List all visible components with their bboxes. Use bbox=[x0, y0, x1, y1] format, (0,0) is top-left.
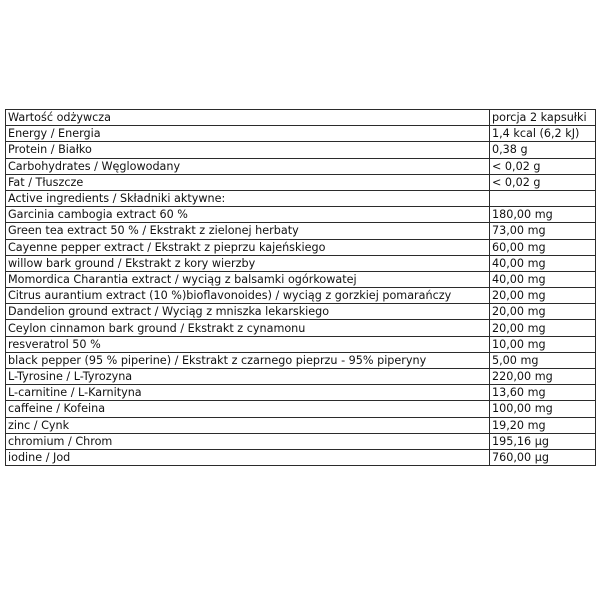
header-value-cell: porcja 2 kapsułki bbox=[490, 110, 596, 126]
nutrient-label-cell: Garcinia cambogia extract 60 % bbox=[6, 207, 490, 223]
nutrient-label-cell: zinc / Cynk bbox=[6, 417, 490, 433]
nutrient-label-cell: resveratrol 50 % bbox=[6, 336, 490, 352]
nutrient-label-cell: Cayenne pepper extract / Ekstrakt z pieprzu kajeńskiego bbox=[6, 239, 490, 255]
nutrient-label-cell: L-Tyrosine / L-Tyrozyna bbox=[6, 369, 490, 385]
nutrient-value-cell: < 0,02 g bbox=[490, 158, 596, 174]
table-row bbox=[6, 158, 596, 174]
nutrient-label-cell: Green tea extract 50 % / Ekstrakt z zielonej herbaty bbox=[6, 223, 490, 239]
table-row bbox=[6, 304, 596, 320]
nutrient-label-cell: iodine / Jod bbox=[6, 449, 490, 465]
nutrient-label-cell: Dandelion ground extract / Wyciąg z mniszka lekarskiego bbox=[6, 304, 490, 320]
table-row bbox=[6, 255, 596, 271]
table-row bbox=[6, 401, 596, 417]
table-row bbox=[6, 271, 596, 287]
nutrient-value-cell: 10,00 mg bbox=[490, 336, 596, 352]
nutrient-value-cell bbox=[490, 190, 596, 206]
header-label-cell: Wartość odżywcza bbox=[6, 110, 490, 126]
table-row bbox=[6, 223, 596, 239]
nutrient-value-cell: 73,00 mg bbox=[490, 223, 596, 239]
nutrient-value-cell: 20,00 mg bbox=[490, 304, 596, 320]
nutrient-label-cell: Citrus aurantium extract (10 %)bioflavonoides) / wyciąg z gorzkiej pomarańczy bbox=[6, 288, 490, 304]
nutrient-value-cell: 40,00 mg bbox=[490, 255, 596, 271]
nutrient-value-cell: 13,60 mg bbox=[490, 385, 596, 401]
table-row bbox=[6, 174, 596, 190]
table-row bbox=[6, 190, 596, 206]
table-row bbox=[6, 417, 596, 433]
table-row bbox=[6, 449, 596, 465]
nutrient-label-cell: Fat / Tłuszcze bbox=[6, 174, 490, 190]
table-header-row bbox=[6, 110, 596, 126]
table-row bbox=[6, 207, 596, 223]
nutrient-value-cell: 60,00 mg bbox=[490, 239, 596, 255]
table-row bbox=[6, 385, 596, 401]
nutrition-table-body bbox=[6, 110, 596, 466]
table-row bbox=[6, 352, 596, 368]
table-row bbox=[6, 126, 596, 142]
nutrient-label-cell: willow bark ground / Ekstrakt z kory wierzby bbox=[6, 255, 490, 271]
table-row bbox=[6, 142, 596, 158]
table-row bbox=[6, 369, 596, 385]
nutrient-value-cell: 20,00 mg bbox=[490, 288, 596, 304]
table-row bbox=[6, 288, 596, 304]
table-row bbox=[6, 239, 596, 255]
nutrient-value-cell: 0,38 g bbox=[490, 142, 596, 158]
nutrient-label-cell: chromium / Chrom bbox=[6, 433, 490, 449]
nutrient-value-cell: 20,00 mg bbox=[490, 320, 596, 336]
nutrient-label-cell: caffeine / Kofeina bbox=[6, 401, 490, 417]
nutrient-label-cell: Carbohydrates / Węglowodany bbox=[6, 158, 490, 174]
nutrient-value-cell: 40,00 mg bbox=[490, 271, 596, 287]
nutrient-value-cell: 195,16 µg bbox=[490, 433, 596, 449]
nutrient-label-cell: L-carnitine / L-Karnityna bbox=[6, 385, 490, 401]
nutrition-table bbox=[5, 109, 596, 466]
nutrient-value-cell: 100,00 mg bbox=[490, 401, 596, 417]
nutrient-label-cell: Active ingredients / Składniki aktywne: bbox=[6, 190, 490, 206]
nutrient-value-cell: < 0,02 g bbox=[490, 174, 596, 190]
nutrient-label-cell: Momordica Charantia extract / wyciąg z balsamki ogórkowatej bbox=[6, 271, 490, 287]
nutrient-label-cell: black pepper (95 % piperine) / Ekstrakt z czarnego pieprzu - 95% piperyny bbox=[6, 352, 490, 368]
nutrient-value-cell: 220,00 mg bbox=[490, 369, 596, 385]
table-row bbox=[6, 433, 596, 449]
nutrient-value-cell: 180,00 mg bbox=[490, 207, 596, 223]
nutrient-value-cell: 1,4 kcal (6,2 kJ) bbox=[490, 126, 596, 142]
nutrient-label-cell: Protein / Białko bbox=[6, 142, 490, 158]
table-row bbox=[6, 336, 596, 352]
nutrient-label-cell: Energy / Energia bbox=[6, 126, 490, 142]
table-row bbox=[6, 320, 596, 336]
nutrient-value-cell: 5,00 mg bbox=[490, 352, 596, 368]
nutrient-value-cell: 19,20 mg bbox=[490, 417, 596, 433]
nutrient-label-cell: Ceylon cinnamon bark ground / Ekstrakt z cynamonu bbox=[6, 320, 490, 336]
nutrient-value-cell: 760,00 µg bbox=[490, 449, 596, 465]
